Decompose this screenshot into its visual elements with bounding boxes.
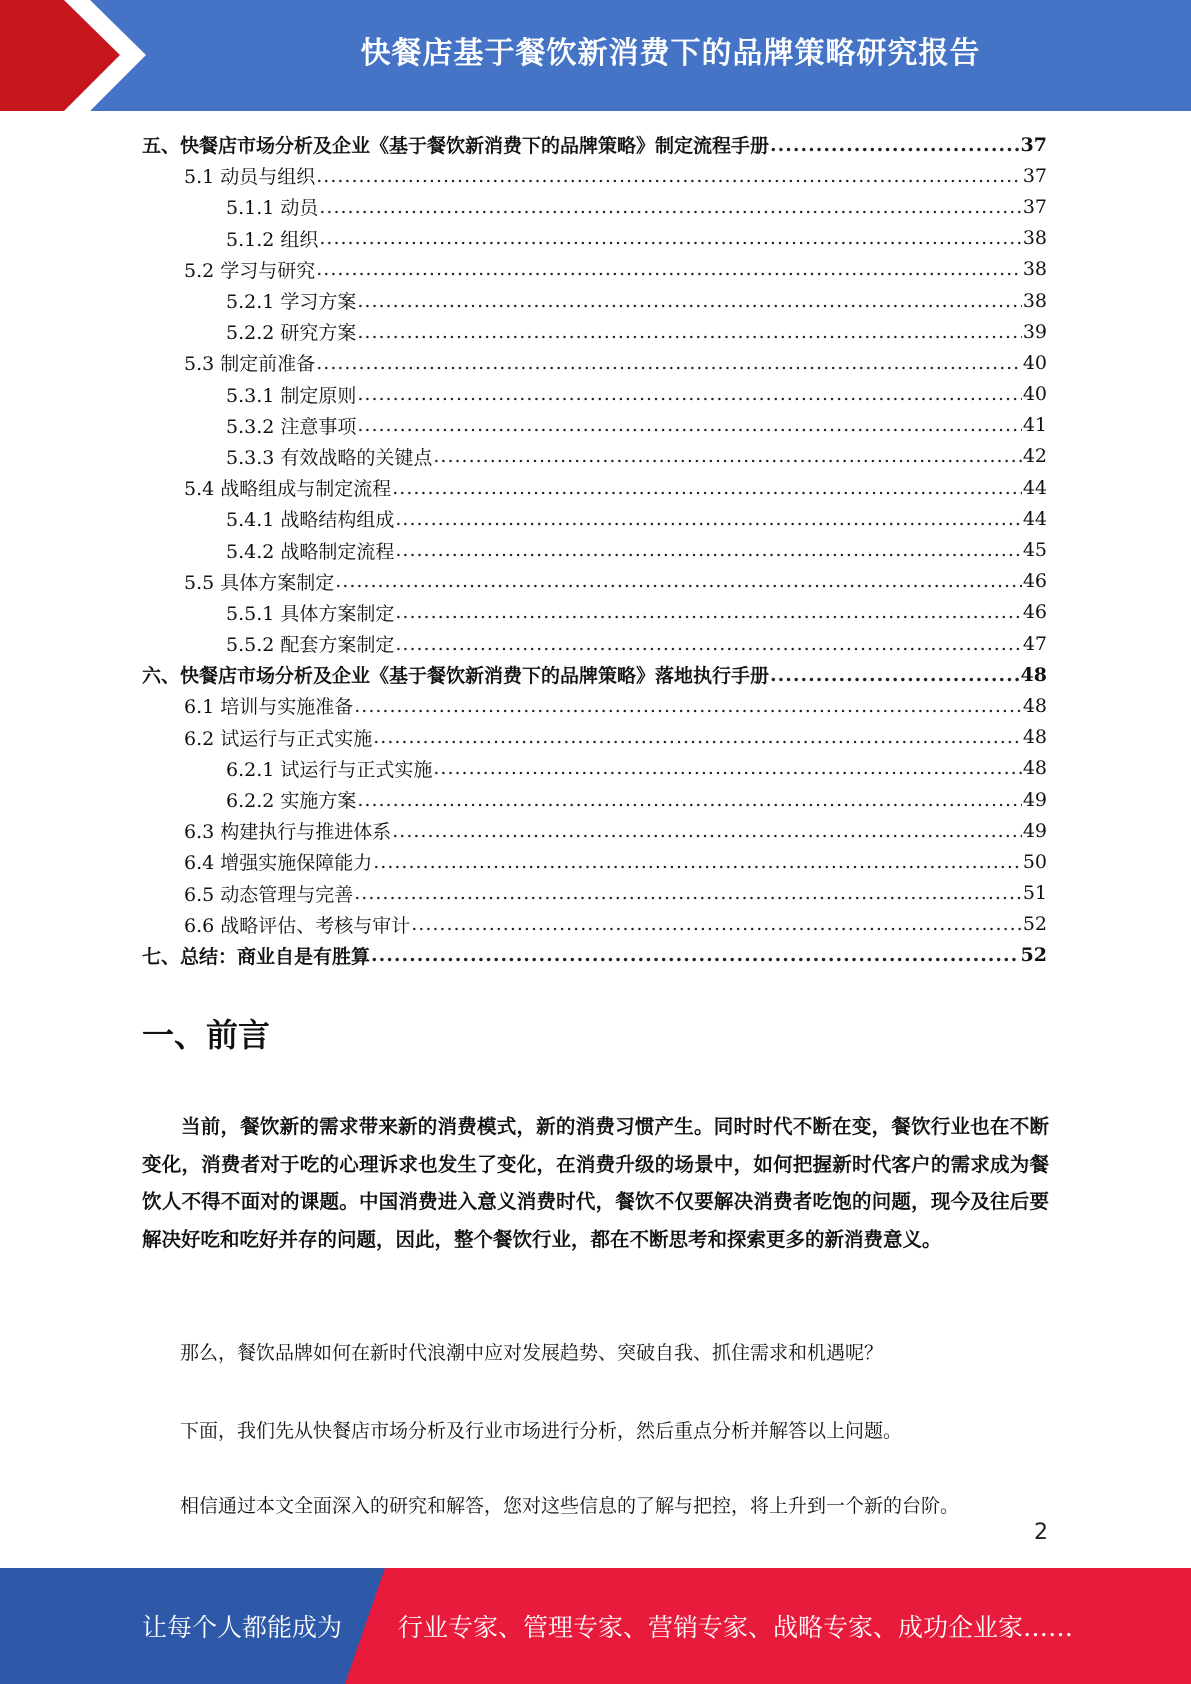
toc-dot-leader bbox=[395, 601, 1021, 623]
toc-dot-leader bbox=[357, 789, 1021, 811]
toc-entry[interactable] bbox=[142, 846, 1047, 877]
toc-dot-leader bbox=[357, 290, 1021, 312]
toc-dot-leader bbox=[371, 944, 1020, 966]
toc-entry-label: 6.4 增强实施保障能力 bbox=[184, 852, 373, 875]
toc-entry-label: 5.5.2 配套方案制定 bbox=[226, 634, 395, 657]
toc-dot-leader bbox=[354, 695, 1022, 717]
toc-entry-page: 40 bbox=[1022, 351, 1047, 374]
document-title: 快餐店基于餐饮新消费下的品牌策略研究报告 bbox=[360, 36, 981, 71]
toc-dot-leader bbox=[433, 757, 1021, 779]
toc-entry-page: 42 bbox=[1022, 445, 1047, 468]
toc-entry-page: 44 bbox=[1022, 476, 1047, 499]
toc-entry[interactable] bbox=[142, 129, 1047, 160]
toc-entry-page: 52 bbox=[1022, 913, 1047, 936]
toc-dot-leader bbox=[770, 664, 1020, 686]
toc-entry-label: 5.4.2 战略制定流程 bbox=[226, 540, 395, 563]
toc-entry-label: 6.1 培训与实施准备 bbox=[184, 696, 354, 719]
toc-entry[interactable] bbox=[142, 285, 1047, 316]
toc-entry[interactable] bbox=[142, 534, 1047, 565]
toc-entry-page: 45 bbox=[1022, 539, 1047, 562]
toc-entry-label: 5.1.1 动员 bbox=[226, 197, 319, 220]
toc-entry-label: 5.2.2 研究方案 bbox=[226, 322, 357, 345]
intro-paragraph-approach: 下面，我们先从快餐店市场分析及行业市场进行分析，然后重点分析并解答以上问题。 bbox=[180, 1420, 903, 1442]
toc-dot-leader bbox=[357, 383, 1021, 405]
toc-entry-page: 37 bbox=[1022, 195, 1047, 218]
toc-entry-label: 5.3.3 有效战略的关键点 bbox=[226, 446, 433, 469]
toc-dot-leader bbox=[433, 445, 1021, 467]
toc-entry[interactable] bbox=[142, 690, 1047, 721]
toc-dot-leader bbox=[392, 477, 1022, 499]
toc-entry-page: 37 bbox=[1022, 164, 1047, 187]
toc-entry-label: 六、快餐店市场分析及企业《基于餐饮新消费下的品牌策略》落地执行手册 bbox=[142, 665, 770, 688]
toc-entry-page: 47 bbox=[1022, 632, 1047, 655]
toc-entry[interactable] bbox=[142, 472, 1047, 503]
toc-entry[interactable] bbox=[142, 316, 1047, 347]
toc-entry[interactable] bbox=[142, 753, 1047, 784]
toc-entry-page: 44 bbox=[1022, 507, 1047, 530]
toc-entry-label: 6.5 动态管理与完善 bbox=[184, 883, 354, 906]
toc-entry[interactable] bbox=[142, 659, 1047, 690]
toc-entry[interactable] bbox=[142, 909, 1047, 940]
toc-entry-page: 37 bbox=[1020, 133, 1047, 156]
toc-entry-page: 39 bbox=[1022, 320, 1047, 343]
toc-dot-leader bbox=[354, 882, 1022, 904]
toc-entry-page: 48 bbox=[1022, 726, 1047, 749]
toc-entry[interactable] bbox=[142, 347, 1047, 378]
intro-paragraph-question: 那么，餐饮品牌如何在新时代浪潮中应对发展趋势、突破自我、抓住需求和机遇呢？ bbox=[180, 1342, 884, 1364]
toc-dot-leader bbox=[316, 352, 1022, 374]
toc-dot-leader bbox=[316, 258, 1022, 280]
toc-entry[interactable] bbox=[142, 410, 1047, 441]
toc-entry-page: 40 bbox=[1022, 383, 1047, 406]
toc-dot-leader bbox=[392, 820, 1022, 842]
toc-dot-leader bbox=[319, 227, 1021, 249]
toc-entry-page: 38 bbox=[1022, 289, 1047, 312]
toc-entry-label: 6.2.1 试运行与正式实施 bbox=[226, 758, 433, 781]
toc-dot-leader bbox=[770, 134, 1020, 156]
toc-entry-page: 46 bbox=[1022, 570, 1047, 593]
toc-entry[interactable] bbox=[142, 566, 1047, 597]
toc-entry[interactable] bbox=[142, 223, 1047, 254]
toc-entry-label: 5.5 具体方案制定 bbox=[184, 571, 335, 594]
toc-entry-label: 5.2.1 学习方案 bbox=[226, 291, 357, 314]
toc-entry-label: 6.2.2 实施方案 bbox=[226, 790, 357, 813]
toc-dot-leader bbox=[357, 414, 1021, 436]
toc-entry[interactable] bbox=[142, 815, 1047, 846]
toc-entry-label: 5.5.1 具体方案制定 bbox=[226, 602, 395, 625]
toc-dot-leader bbox=[395, 508, 1021, 530]
page-footer bbox=[0, 1568, 1191, 1684]
toc-entry-label: 5.3.2 注意事项 bbox=[226, 415, 357, 438]
table-of-contents bbox=[142, 129, 1047, 971]
toc-entry[interactable] bbox=[142, 379, 1047, 410]
toc-entry-label: 七、总结：商业自是有胜算 bbox=[142, 945, 371, 968]
toc-entry[interactable] bbox=[142, 940, 1047, 971]
toc-entry-page: 49 bbox=[1022, 819, 1047, 842]
toc-entry[interactable] bbox=[142, 597, 1047, 628]
toc-entry-page: 46 bbox=[1022, 601, 1047, 624]
toc-entry-page: 38 bbox=[1022, 227, 1047, 250]
toc-dot-leader bbox=[411, 913, 1022, 935]
toc-entry[interactable] bbox=[142, 722, 1047, 753]
toc-entry-page: 48 bbox=[1022, 694, 1047, 717]
toc-dot-leader bbox=[373, 726, 1022, 748]
footer-slogan-right: 行业专家、管理专家、营销专家、战略专家、成功企业家…… bbox=[398, 1613, 1074, 1642]
intro-paragraph-conclusion: 相信通过本文全面深入的研究和解答，您对这些信息的了解与把控，将上升到一个新的台阶。 bbox=[180, 1495, 960, 1517]
footer-slogan-left: 让每个人都能成为 bbox=[142, 1613, 343, 1642]
toc-dot-leader bbox=[319, 196, 1021, 218]
toc-entry-label: 5.4 战略组成与制定流程 bbox=[184, 478, 392, 501]
toc-dot-leader bbox=[316, 165, 1022, 187]
toc-entry[interactable] bbox=[142, 191, 1047, 222]
toc-entry-label: 5.1 动员与组织 bbox=[184, 166, 316, 189]
toc-entry[interactable] bbox=[142, 503, 1047, 534]
toc-entry[interactable] bbox=[142, 784, 1047, 815]
toc-entry-page: 49 bbox=[1022, 788, 1047, 811]
toc-entry-page: 51 bbox=[1022, 882, 1047, 905]
toc-dot-leader bbox=[373, 851, 1022, 873]
toc-entry-label: 6.2 试运行与正式实施 bbox=[184, 727, 373, 750]
toc-entry-label: 5.4.1 战略结构组成 bbox=[226, 509, 395, 532]
toc-entry-page: 52 bbox=[1020, 944, 1047, 967]
toc-entry-page: 50 bbox=[1022, 850, 1047, 873]
section-heading: 一、前言 bbox=[142, 1016, 271, 1054]
toc-dot-leader bbox=[395, 539, 1021, 561]
toc-entry-label: 5.1.2 组织 bbox=[226, 228, 319, 251]
toc-entry-label: 6.3 构建执行与推进体系 bbox=[184, 821, 392, 844]
toc-dot-leader bbox=[357, 321, 1021, 343]
toc-entry[interactable] bbox=[142, 441, 1047, 472]
toc-entry-page: 48 bbox=[1022, 757, 1047, 780]
toc-entry-page: 48 bbox=[1020, 663, 1047, 686]
toc-dot-leader bbox=[395, 633, 1021, 655]
page-header bbox=[0, 0, 1191, 111]
toc-dot-leader bbox=[335, 570, 1022, 592]
toc-entry[interactable] bbox=[142, 254, 1047, 285]
page-number: 2 bbox=[1034, 1520, 1048, 1545]
toc-entry-label: 5.3 制定前准备 bbox=[184, 353, 316, 376]
toc-entry-page: 38 bbox=[1022, 258, 1047, 281]
toc-entry[interactable] bbox=[142, 878, 1047, 909]
toc-entry[interactable] bbox=[142, 160, 1047, 191]
toc-entry[interactable] bbox=[142, 628, 1047, 659]
header-arrow-decoration bbox=[0, 0, 160, 111]
toc-entry-label: 6.6 战略评估、考核与审计 bbox=[184, 914, 411, 937]
toc-entry-page: 41 bbox=[1022, 414, 1047, 437]
intro-bold-paragraph: 当前，餐饮新的需求带来新的消费模式，新的消费习惯产生。同时时代不断在变，餐饮行业也在不断变化，消费者对于吃的心理诉求也发生了变化，在消费升级的场景中，如何把握新时代客户的需求成为餐饮人不得不面对的课题。中国消费进入意义消费时代，餐饮不仅要解决消费者吃饱的问题，现今及往后要解决好吃和吃好并存的问题，因此，整个餐饮行业，都在不断思考和探索更多的新消费意义。 bbox=[142, 1115, 1049, 1251]
toc-entry-label: 5.2 学习与研究 bbox=[184, 259, 316, 282]
toc-entry-label: 5.3.1 制定原则 bbox=[226, 384, 357, 407]
toc-entry-label: 五、快餐店市场分析及企业《基于餐饮新消费下的品牌策略》制定流程手册 bbox=[142, 135, 770, 158]
